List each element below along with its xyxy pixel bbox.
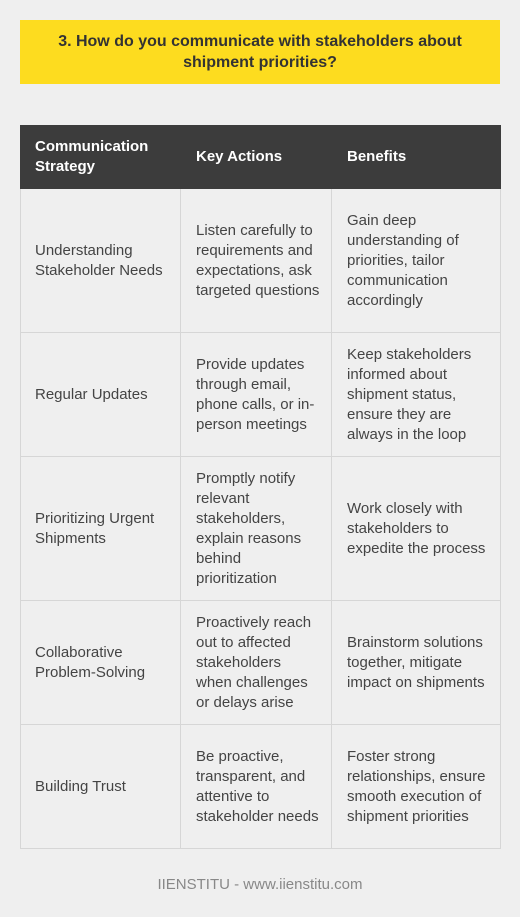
table-row [21, 457, 501, 601]
strategy-cell: Prioritizing Urgent Shipments [21, 457, 181, 601]
footer-credit: IIENSTITU - www.iienstitu.com [157, 876, 363, 893]
key-actions-cell: Be proactive, transparent, and attentive to stakeholder needs [181, 725, 332, 849]
key-actions-cell: Promptly notify relevant stakeholders, explain reasons behind prioritization [181, 457, 332, 601]
table-row [21, 725, 501, 849]
column-header-key-actions: Key Actions [181, 126, 332, 189]
page-title: 3. How do you communicate with stakeholders about shipment priorities? [20, 20, 500, 84]
benefits-cell: Work closely with stakeholders to expedite the process [332, 457, 501, 601]
column-header-benefits: Benefits [332, 126, 501, 189]
strategy-table [20, 125, 501, 849]
key-actions-cell: Proactively reach out to affected stakeholders when challenges or delays arise [181, 601, 332, 725]
key-actions-cell: Listen carefully to requirements and expectations, ask targeted questions [181, 189, 332, 333]
key-actions-cell: Provide updates through email, phone calls, or in-person meetings [181, 333, 332, 457]
strategy-cell: Understanding Stakeholder Needs [21, 189, 181, 333]
benefits-cell: Keep stakeholders informed about shipment status, ensure they are always in the loop [332, 333, 501, 457]
strategy-cell: Regular Updates [21, 333, 181, 457]
strategy-cell: Building Trust [21, 725, 181, 849]
strategy-cell: Collaborative Problem-Solving [21, 601, 181, 725]
table-row [21, 601, 501, 725]
column-header-strategy: Communication Strategy [21, 126, 181, 189]
benefits-cell: Gain deep understanding of priorities, tailor communication accordingly [332, 189, 501, 333]
benefits-cell: Brainstorm solutions together, mitigate impact on shipments [332, 601, 501, 725]
benefits-cell: Foster strong relationships, ensure smooth execution of shipment priorities [332, 725, 501, 849]
table-row [21, 333, 501, 457]
table-header-row [21, 126, 501, 189]
table-row [21, 189, 501, 333]
